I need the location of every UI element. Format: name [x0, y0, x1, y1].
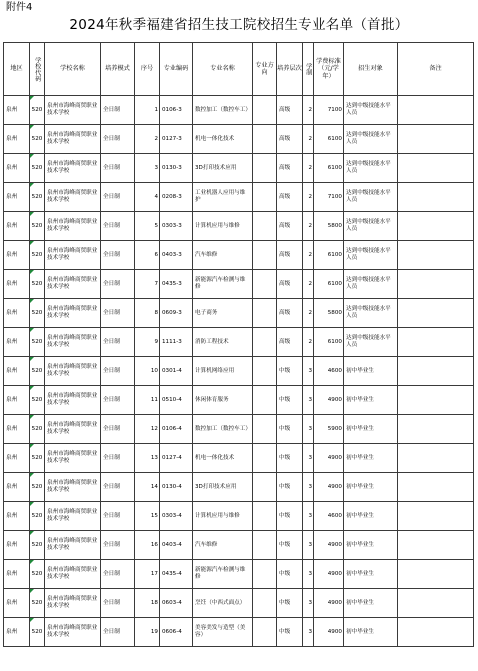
- cell-training-mode[interactable]: 全日制: [101, 328, 135, 357]
- cell-years[interactable]: 3: [303, 444, 314, 473]
- cell-major-direction[interactable]: [253, 96, 277, 125]
- cell-seq[interactable]: 6: [135, 241, 160, 270]
- cell-school-name[interactable]: 泉州市海峰商贸职业技术学校: [45, 531, 101, 560]
- cell-training-level[interactable]: 高级: [277, 183, 303, 212]
- cell-major-code[interactable]: 0127-3: [160, 125, 193, 154]
- cell-school-name[interactable]: 泉州市海峰商贸职业技术学校: [45, 618, 101, 647]
- cell-school-code[interactable]: 520: [30, 386, 45, 415]
- cell-school-name[interactable]: 泉州市海峰商贸职业技术学校: [45, 212, 101, 241]
- cell-major-name[interactable]: 计算机应用与维修: [193, 212, 253, 241]
- cell-major-code[interactable]: 0301-4: [160, 357, 193, 386]
- cell-school-name[interactable]: 泉州市海峰商贸职业技术学校: [45, 357, 101, 386]
- cell-training-mode[interactable]: 全日制: [101, 473, 135, 502]
- cell-training-level[interactable]: 中级: [277, 502, 303, 531]
- cell-training-level[interactable]: 高级: [277, 299, 303, 328]
- cell-note[interactable]: [398, 299, 474, 328]
- cell-seq[interactable]: 12: [135, 415, 160, 444]
- cell-tuition[interactable]: 4900: [314, 589, 344, 618]
- cell-region[interactable]: 泉州: [4, 299, 30, 328]
- table-row: [4, 328, 474, 357]
- cell-note[interactable]: [398, 154, 474, 183]
- cell-seq[interactable]: 18: [135, 589, 160, 618]
- cell-seq[interactable]: 17: [135, 560, 160, 589]
- cell-years[interactable]: 3: [303, 415, 314, 444]
- cell-major-direction[interactable]: [253, 473, 277, 502]
- cell-seq[interactable]: 1: [135, 96, 160, 125]
- cell-training-level[interactable]: 高级: [277, 270, 303, 299]
- cell-training-level[interactable]: 高级: [277, 241, 303, 270]
- cell-training-level[interactable]: 中级: [277, 415, 303, 444]
- enrollment-table: [3, 42, 474, 647]
- cell-school-name[interactable]: 泉州市海峰商贸职业技术学校: [45, 328, 101, 357]
- cell-note[interactable]: [398, 473, 474, 502]
- table-row: [4, 589, 474, 618]
- cell-training-level[interactable]: 高级: [277, 328, 303, 357]
- cell-note[interactable]: [398, 560, 474, 589]
- cell-region[interactable]: 泉州: [4, 502, 30, 531]
- cell-seq[interactable]: 19: [135, 618, 160, 647]
- cell-note[interactable]: [398, 270, 474, 299]
- cell-training-mode[interactable]: 全日制: [101, 386, 135, 415]
- cell-school-code[interactable]: 520: [30, 183, 45, 212]
- header-seq[interactable]: 序号: [135, 43, 160, 96]
- table-row: [4, 357, 474, 386]
- cell-years[interactable]: 2: [303, 154, 314, 183]
- cell-note[interactable]: [398, 241, 474, 270]
- cell-note[interactable]: [398, 212, 474, 241]
- cell-target[interactable]: 达到中级技能水平人员: [344, 96, 398, 125]
- cell-seq[interactable]: 15: [135, 502, 160, 531]
- cell-years[interactable]: 3: [303, 502, 314, 531]
- cell-major-direction[interactable]: [253, 270, 277, 299]
- cell-years[interactable]: 3: [303, 531, 314, 560]
- cell-target[interactable]: 初中毕业生: [344, 589, 398, 618]
- cell-major-name[interactable]: 计算机网络应用: [193, 357, 253, 386]
- cell-training-level[interactable]: 高级: [277, 212, 303, 241]
- cell-target[interactable]: 达到中级技能水平人员: [344, 183, 398, 212]
- cell-region[interactable]: 泉州: [4, 125, 30, 154]
- cell-target[interactable]: 达到中级技能水平人员: [344, 299, 398, 328]
- cell-school-code[interactable]: 520: [30, 241, 45, 270]
- cell-major-direction[interactable]: [253, 125, 277, 154]
- cell-major-direction[interactable]: [253, 531, 277, 560]
- cell-seq[interactable]: 13: [135, 444, 160, 473]
- table-row: [4, 415, 474, 444]
- cell-seq[interactable]: 10: [135, 357, 160, 386]
- cell-training-mode[interactable]: 全日制: [101, 154, 135, 183]
- cell-training-level[interactable]: 高级: [277, 96, 303, 125]
- cell-training-mode[interactable]: 全日制: [101, 96, 135, 125]
- cell-school-name[interactable]: 泉州市海峰商贸职业技术学校: [45, 444, 101, 473]
- table-row: [4, 560, 474, 589]
- cell-major-direction[interactable]: [253, 386, 277, 415]
- cell-years[interactable]: 2: [303, 299, 314, 328]
- cell-major-name[interactable]: 美容美发与造型（美容）: [193, 618, 253, 647]
- cell-major-name[interactable]: 机电一体化技术: [193, 125, 253, 154]
- table-row: [4, 241, 474, 270]
- cell-region[interactable]: 泉州: [4, 415, 30, 444]
- cell-training-mode[interactable]: 全日制: [101, 212, 135, 241]
- cell-major-name[interactable]: 工业机器人应用与维护: [193, 183, 253, 212]
- cell-years[interactable]: 2: [303, 183, 314, 212]
- cell-major-code[interactable]: 0208-3: [160, 183, 193, 212]
- cell-seq[interactable]: 2: [135, 125, 160, 154]
- cell-school-code[interactable]: 520: [30, 473, 45, 502]
- cell-training-mode[interactable]: 全日制: [101, 270, 135, 299]
- cell-school-name[interactable]: 泉州市海峰商贸职业技术学校: [45, 299, 101, 328]
- cell-training-level[interactable]: 中级: [277, 618, 303, 647]
- header-training-level[interactable]: 培养层次: [277, 43, 303, 96]
- cell-tuition[interactable]: 5800: [314, 299, 344, 328]
- table-row: [4, 96, 474, 125]
- cell-major-code[interactable]: 0609-3: [160, 299, 193, 328]
- cell-major-direction[interactable]: [253, 502, 277, 531]
- table-row: [4, 444, 474, 473]
- cell-major-code[interactable]: 0435-4: [160, 560, 193, 589]
- table-row: [4, 299, 474, 328]
- cell-training-mode[interactable]: 全日制: [101, 531, 135, 560]
- cell-major-code[interactable]: 1111-3: [160, 328, 193, 357]
- cell-seq[interactable]: 7: [135, 270, 160, 299]
- cell-major-direction[interactable]: [253, 589, 277, 618]
- cell-school-name[interactable]: 泉州市海峰商贸职业技术学校: [45, 183, 101, 212]
- cell-school-code[interactable]: 520: [30, 415, 45, 444]
- cell-region[interactable]: 泉州: [4, 357, 30, 386]
- cell-target[interactable]: 初中毕业生: [344, 560, 398, 589]
- cell-target[interactable]: 初中毕业生: [344, 473, 398, 502]
- cell-major-direction[interactable]: [253, 357, 277, 386]
- cell-years[interactable]: 3: [303, 386, 314, 415]
- cell-major-direction[interactable]: [253, 328, 277, 357]
- cell-major-code[interactable]: 0606-4: [160, 618, 193, 647]
- cell-note[interactable]: [398, 386, 474, 415]
- header-target[interactable]: 招生对象: [344, 43, 398, 96]
- cell-major-direction[interactable]: [253, 183, 277, 212]
- cell-major-name[interactable]: 休闲体育服务: [193, 386, 253, 415]
- cell-school-name[interactable]: 泉州市海峰商贸职业技术学校: [45, 560, 101, 589]
- cell-school-code[interactable]: 520: [30, 444, 45, 473]
- cell-major-name[interactable]: 新能源汽车检测与维修: [193, 270, 253, 299]
- cell-seq[interactable]: 14: [135, 473, 160, 502]
- cell-school-name[interactable]: 泉州市海峰商贸职业技术学校: [45, 386, 101, 415]
- cell-training-level[interactable]: 中级: [277, 473, 303, 502]
- cell-target[interactable]: 达到中级技能水平人员: [344, 241, 398, 270]
- cell-school-name[interactable]: 泉州市海峰商贸职业技术学校: [45, 473, 101, 502]
- cell-years[interactable]: 2: [303, 212, 314, 241]
- cell-tuition[interactable]: 4600: [314, 357, 344, 386]
- cell-seq[interactable]: 3: [135, 154, 160, 183]
- cell-tuition[interactable]: 4900: [314, 444, 344, 473]
- cell-major-name[interactable]: 汽车维修: [193, 241, 253, 270]
- cell-major-code[interactable]: 0435-3: [160, 270, 193, 299]
- cell-region[interactable]: 泉州: [4, 531, 30, 560]
- cell-tuition[interactable]: 6100: [314, 125, 344, 154]
- cell-major-code[interactable]: 0303-4: [160, 502, 193, 531]
- cell-major-name[interactable]: 烹饪（中西式面点）: [193, 589, 253, 618]
- table-row: [4, 270, 474, 299]
- cell-note[interactable]: [398, 502, 474, 531]
- table-row: [4, 212, 474, 241]
- cell-school-code[interactable]: 520: [30, 270, 45, 299]
- cell-school-name[interactable]: 泉州市海峰商贸职业技术学校: [45, 241, 101, 270]
- table-row: [4, 618, 474, 647]
- cell-training-mode[interactable]: 全日制: [101, 444, 135, 473]
- header-major-direction[interactable]: 专业方向: [253, 43, 277, 96]
- cell-training-mode[interactable]: 全日制: [101, 589, 135, 618]
- header-school-code[interactable]: 学校代码: [30, 43, 45, 96]
- cell-major-direction[interactable]: [253, 299, 277, 328]
- cell-tuition[interactable]: 5800: [314, 212, 344, 241]
- table-row: [4, 473, 474, 502]
- cell-school-code[interactable]: 520: [30, 96, 45, 125]
- header-major-name[interactable]: 专业名称: [193, 43, 253, 96]
- cell-school-name[interactable]: 泉州市海峰商贸职业技术学校: [45, 415, 101, 444]
- cell-years[interactable]: 2: [303, 241, 314, 270]
- cell-major-code[interactable]: 0603-4: [160, 589, 193, 618]
- cell-tuition[interactable]: 4900: [314, 560, 344, 589]
- cell-seq[interactable]: 8: [135, 299, 160, 328]
- header-major-code[interactable]: 专业编码: [160, 43, 193, 96]
- cell-training-level[interactable]: 中级: [277, 357, 303, 386]
- cell-school-code[interactable]: 520: [30, 589, 45, 618]
- cell-region[interactable]: 泉州: [4, 589, 30, 618]
- cell-tuition[interactable]: 4600: [314, 502, 344, 531]
- cell-major-direction[interactable]: [253, 154, 277, 183]
- cell-major-code[interactable]: 0106-3: [160, 96, 193, 125]
- cell-school-name[interactable]: 泉州市海峰商贸职业技术学校: [45, 589, 101, 618]
- cell-tuition[interactable]: 7100: [314, 183, 344, 212]
- cell-tuition[interactable]: 5900: [314, 415, 344, 444]
- header-school-name[interactable]: 学校名称: [45, 43, 101, 96]
- cell-target[interactable]: 达到中级技能水平人员: [344, 125, 398, 154]
- cell-training-level[interactable]: 中级: [277, 386, 303, 415]
- cell-major-name[interactable]: 3D打印技术应用: [193, 154, 253, 183]
- cell-major-code[interactable]: 0130-3: [160, 154, 193, 183]
- cell-years[interactable]: 3: [303, 560, 314, 589]
- cell-seq[interactable]: 11: [135, 386, 160, 415]
- cell-major-code[interactable]: 0510-4: [160, 386, 193, 415]
- cell-note[interactable]: [398, 415, 474, 444]
- cell-note[interactable]: [398, 531, 474, 560]
- cell-training-mode[interactable]: 全日制: [101, 357, 135, 386]
- cell-note[interactable]: [398, 357, 474, 386]
- table-row: [4, 183, 474, 212]
- cell-years[interactable]: 2: [303, 328, 314, 357]
- cell-school-code[interactable]: 520: [30, 299, 45, 328]
- cell-region[interactable]: 泉州: [4, 560, 30, 589]
- cell-major-name[interactable]: 数控加工（数控车工）: [193, 96, 253, 125]
- cell-school-name[interactable]: 泉州市海峰商贸职业技术学校: [45, 96, 101, 125]
- cell-target[interactable]: 初中毕业生: [344, 386, 398, 415]
- cell-training-level[interactable]: 高级: [277, 154, 303, 183]
- cell-years[interactable]: 2: [303, 125, 314, 154]
- table-row: [4, 386, 474, 415]
- header-training-mode[interactable]: 培养模式: [101, 43, 135, 96]
- cell-seq[interactable]: 5: [135, 212, 160, 241]
- cell-school-name[interactable]: 泉州市海峰商贸职业技术学校: [45, 125, 101, 154]
- cell-training-level[interactable]: 中级: [277, 444, 303, 473]
- cell-note[interactable]: [398, 328, 474, 357]
- cell-major-name[interactable]: 汽车维修: [193, 531, 253, 560]
- cell-major-code[interactable]: 0127-4: [160, 444, 193, 473]
- cell-years[interactable]: 3: [303, 589, 314, 618]
- cell-target[interactable]: 初中毕业生: [344, 415, 398, 444]
- cell-seq[interactable]: 9: [135, 328, 160, 357]
- cell-school-code[interactable]: 520: [30, 502, 45, 531]
- cell-years[interactable]: 3: [303, 357, 314, 386]
- cell-tuition[interactable]: 4900: [314, 618, 344, 647]
- cell-major-direction[interactable]: [253, 618, 277, 647]
- header-years[interactable]: 学制: [303, 43, 314, 96]
- cell-region[interactable]: 泉州: [4, 444, 30, 473]
- cell-tuition[interactable]: 6100: [314, 154, 344, 183]
- cell-target[interactable]: 初中毕业生: [344, 531, 398, 560]
- cell-major-direction[interactable]: [253, 212, 277, 241]
- cell-years[interactable]: 2: [303, 270, 314, 299]
- cell-school-code[interactable]: 520: [30, 618, 45, 647]
- cell-region[interactable]: 泉州: [4, 328, 30, 357]
- cell-school-code[interactable]: 520: [30, 125, 45, 154]
- cell-training-mode[interactable]: 全日制: [101, 618, 135, 647]
- header-note[interactable]: 备注: [398, 43, 474, 96]
- cell-note[interactable]: [398, 444, 474, 473]
- cell-target[interactable]: 初中毕业生: [344, 357, 398, 386]
- cell-target[interactable]: 初中毕业生: [344, 618, 398, 647]
- cell-years[interactable]: 2: [303, 96, 314, 125]
- cell-region[interactable]: 泉州: [4, 386, 30, 415]
- cell-note[interactable]: [398, 96, 474, 125]
- table-row: [4, 531, 474, 560]
- cell-major-direction[interactable]: [253, 444, 277, 473]
- cell-training-level[interactable]: 中级: [277, 560, 303, 589]
- cell-seq[interactable]: 16: [135, 531, 160, 560]
- cell-training-level[interactable]: 中级: [277, 531, 303, 560]
- cell-target[interactable]: 达到中级技能水平人员: [344, 154, 398, 183]
- cell-training-mode[interactable]: 全日制: [101, 560, 135, 589]
- cell-note[interactable]: [398, 183, 474, 212]
- cell-major-code[interactable]: 0403-3: [160, 241, 193, 270]
- cell-tuition[interactable]: 4900: [314, 473, 344, 502]
- cell-region[interactable]: 泉州: [4, 212, 30, 241]
- cell-target[interactable]: 初中毕业生: [344, 444, 398, 473]
- cell-training-level[interactable]: 高级: [277, 125, 303, 154]
- table-row: [4, 154, 474, 183]
- header-row: [4, 43, 474, 96]
- cell-training-mode[interactable]: 全日制: [101, 241, 135, 270]
- cell-training-mode[interactable]: 全日制: [101, 415, 135, 444]
- cell-major-name[interactable]: 计算机应用与维修: [193, 502, 253, 531]
- header-region[interactable]: 地区: [4, 43, 30, 96]
- cell-region[interactable]: 泉州: [4, 241, 30, 270]
- cell-major-name[interactable]: 3D打印技术应用: [193, 473, 253, 502]
- cell-region[interactable]: 泉州: [4, 96, 30, 125]
- cell-major-name[interactable]: 电子商务: [193, 299, 253, 328]
- cell-region[interactable]: 泉州: [4, 618, 30, 647]
- cell-region[interactable]: 泉州: [4, 154, 30, 183]
- cell-school-code[interactable]: 520: [30, 212, 45, 241]
- cell-region[interactable]: 泉州: [4, 270, 30, 299]
- cell-major-direction[interactable]: [253, 415, 277, 444]
- table-row: [4, 125, 474, 154]
- cell-note[interactable]: [398, 618, 474, 647]
- cell-major-code[interactable]: 0403-4: [160, 531, 193, 560]
- attachment-label: 附件4: [6, 2, 33, 13]
- cell-tuition[interactable]: 6100: [314, 328, 344, 357]
- cell-school-code[interactable]: 520: [30, 560, 45, 589]
- cell-school-code[interactable]: 520: [30, 328, 45, 357]
- cell-major-name[interactable]: 新能源汽车检测与维修: [193, 560, 253, 589]
- cell-major-code[interactable]: 0106-4: [160, 415, 193, 444]
- cell-region[interactable]: 泉州: [4, 183, 30, 212]
- cell-training-level[interactable]: 中级: [277, 589, 303, 618]
- cell-training-mode[interactable]: 全日制: [101, 125, 135, 154]
- table-row: [4, 502, 474, 531]
- table-body: [4, 96, 474, 647]
- cell-school-code[interactable]: 520: [30, 357, 45, 386]
- cell-tuition[interactable]: 4900: [314, 531, 344, 560]
- cell-tuition[interactable]: 6100: [314, 270, 344, 299]
- cell-tuition[interactable]: 4900: [314, 386, 344, 415]
- cell-target[interactable]: 达到中级技能水平人员: [344, 328, 398, 357]
- cell-tuition[interactable]: 6100: [314, 241, 344, 270]
- cell-region[interactable]: 泉州: [4, 473, 30, 502]
- cell-target[interactable]: 初中毕业生: [344, 502, 398, 531]
- cell-tuition[interactable]: 7100: [314, 96, 344, 125]
- cell-school-code[interactable]: 520: [30, 154, 45, 183]
- cell-years[interactable]: 3: [303, 473, 314, 502]
- cell-target[interactable]: 达到中级技能水平人员: [344, 212, 398, 241]
- cell-training-mode[interactable]: 全日制: [101, 183, 135, 212]
- cell-training-mode[interactable]: 全日制: [101, 502, 135, 531]
- cell-school-code[interactable]: 520: [30, 531, 45, 560]
- header-tuition[interactable]: 学费标准（元/学年）: [314, 43, 344, 96]
- cell-note[interactable]: [398, 125, 474, 154]
- cell-target[interactable]: 达到中级技能水平人员: [344, 270, 398, 299]
- cell-school-name[interactable]: 泉州市海峰商贸职业技术学校: [45, 154, 101, 183]
- cell-major-direction[interactable]: [253, 241, 277, 270]
- cell-training-mode[interactable]: 全日制: [101, 299, 135, 328]
- cell-note[interactable]: [398, 589, 474, 618]
- cell-major-code[interactable]: 0130-4: [160, 473, 193, 502]
- cell-major-code[interactable]: 0303-3: [160, 212, 193, 241]
- cell-years[interactable]: 3: [303, 618, 314, 647]
- cell-major-name[interactable]: 消防工程技术: [193, 328, 253, 357]
- cell-major-name[interactable]: 机电一体化技术: [193, 444, 253, 473]
- cell-major-name[interactable]: 数控加工（数控车工）: [193, 415, 253, 444]
- cell-seq[interactable]: 4: [135, 183, 160, 212]
- cell-major-direction[interactable]: [253, 560, 277, 589]
- cell-school-name[interactable]: 泉州市海峰商贸职业技术学校: [45, 270, 101, 299]
- cell-school-name[interactable]: 泉州市海峰商贸职业技术学校: [45, 502, 101, 531]
- page-title: 2024年秋季福建省招生技工院校招生专业名单（首批）: [69, 17, 409, 33]
